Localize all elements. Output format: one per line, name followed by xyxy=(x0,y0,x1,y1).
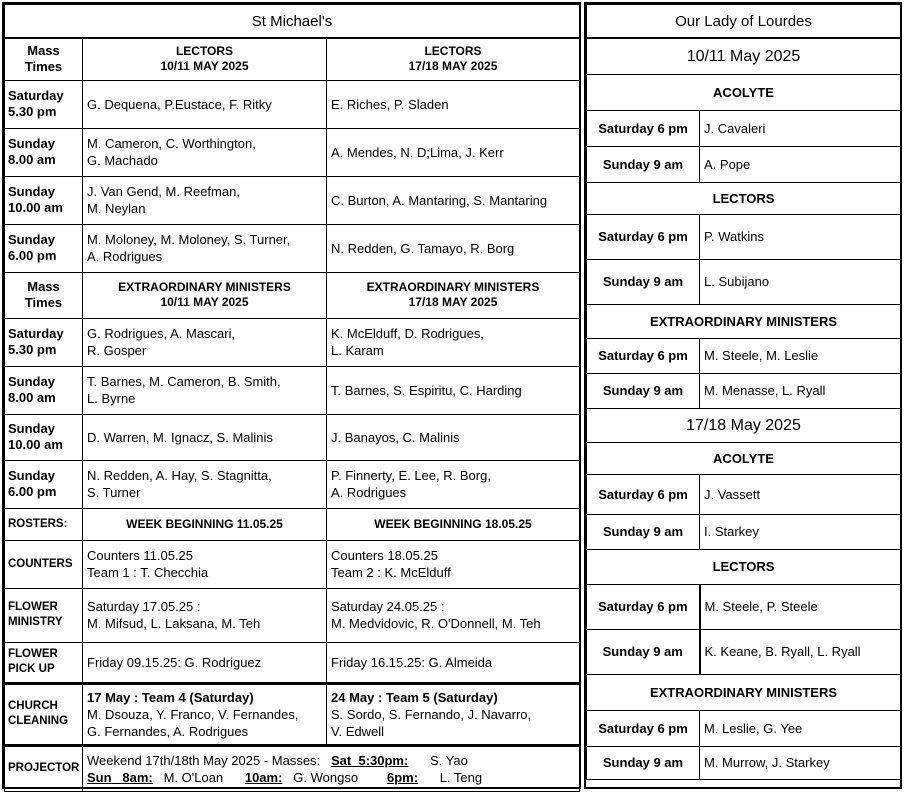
cleaning-team-title: 24 May : Team 5 (Saturday) xyxy=(331,689,498,705)
acolyte-names: J. Vassett xyxy=(700,474,901,514)
mass-time: Sunday 9 am xyxy=(587,146,700,182)
projector-line-1 xyxy=(87,752,575,769)
counters-week1: Counters 11.05.25 Team 1 : T. Checchia xyxy=(83,540,327,588)
flower-pickup-week1: Friday 09.15.25: G. Rodriguez xyxy=(83,642,327,683)
lector-names-week1: M. Cameron, C. Worthington, G. Machado xyxy=(83,128,327,176)
weekend-1-date: 10/11 May 2025 xyxy=(587,38,901,74)
weekend-1-date-row xyxy=(587,38,901,74)
flower-ministry-week2: Saturday 24.05.25 : M. Medvidovic, R. O'Donnell, M. Teh xyxy=(327,588,580,642)
our-lady-table xyxy=(586,4,901,780)
mass-time: Sunday 9 am xyxy=(587,514,700,549)
table-row xyxy=(5,460,580,508)
lector-names-week1: J. Van Gend, M. Reefman, M. Neylan xyxy=(83,176,327,224)
acolyte-heading: ACOLYTE xyxy=(587,442,901,474)
lector-names-week2: N. Redden, G. Tamayo, R. Borg xyxy=(327,224,580,272)
projector-line-2 xyxy=(87,769,575,786)
section-heading-row xyxy=(587,674,901,710)
ministers-week2-header: EXTRAORDINARY MINISTERS 17/18 MAY 2025 xyxy=(327,272,580,318)
mass-time: Sunday 6.00 pm xyxy=(5,224,83,272)
lector-names: P. Watkins xyxy=(700,214,901,259)
table-row xyxy=(587,373,901,408)
lector-names-week2: C. Burton, A. Mantaring, S. Mantaring xyxy=(327,176,580,224)
lectors-header-row xyxy=(5,38,580,80)
table-row xyxy=(5,224,580,272)
table-row xyxy=(5,176,580,224)
mass-time: Sunday 8.00 am xyxy=(5,366,83,414)
lector-names-week2: A. Mendes, N. D;Lima, J. Kerr xyxy=(327,128,580,176)
minister-names: M. Steele, M. Leslie xyxy=(700,338,901,373)
table-row xyxy=(587,110,901,146)
minister-names: M. Leslie, G. Yee xyxy=(700,710,901,746)
flower-ministry-label: FLOWER MINISTRY xyxy=(5,588,83,642)
table-row xyxy=(5,366,580,414)
mass-time: Saturday 5.30 pm xyxy=(5,80,83,128)
rosters-week1: WEEK BEGINNING 11.05.25 xyxy=(83,508,327,540)
st-michaels-table xyxy=(4,4,580,792)
lector-names: M. Steele, P. Steele xyxy=(700,584,901,629)
section-heading-row xyxy=(587,182,901,214)
table-row xyxy=(587,514,901,549)
lectors-heading: LECTORS xyxy=(587,182,901,214)
projector-label: PROJECTOR xyxy=(5,745,83,791)
mass-time: Sunday 9 am xyxy=(587,259,700,304)
section-heading-row xyxy=(587,304,901,338)
mass-time: Saturday 6 pm xyxy=(587,710,700,746)
mass-times-label: Mass Times xyxy=(5,38,83,80)
lectors-heading: LECTORS xyxy=(587,549,901,584)
table-row xyxy=(5,80,580,128)
cleaning-team-title: 17 May : Team 4 (Saturday) xyxy=(87,689,254,705)
section-heading-row xyxy=(587,74,901,110)
mass-time: Sunday 8.00 am xyxy=(5,128,83,176)
acolyte-names: J. Cavaleri xyxy=(700,110,901,146)
mass-time: Saturday 6 pm xyxy=(587,214,700,259)
mass-time: Sunday 9 am xyxy=(587,629,700,674)
table-row xyxy=(587,710,901,746)
table-row xyxy=(587,746,901,779)
cleaning-team-names: M. Dsouza, Y. Franco, V. Fernandes, G. Fernandes, A. Rodrigues xyxy=(87,706,299,739)
table-row xyxy=(587,629,901,674)
projector-sun-10-name: G. Wongso xyxy=(293,769,359,785)
projector-row xyxy=(5,745,580,791)
flower-ministry-week1: Saturday 17.05.25 : M. Mifsud, L. Laksana, M. Teh xyxy=(83,588,327,642)
mass-time: Saturday 6 pm xyxy=(587,584,700,629)
projector-sun-8-name: M. O'Loan xyxy=(163,769,224,785)
our-lady-title: Our Lady of Lourdes xyxy=(587,5,901,39)
projector-sun-label: Sun 8am: xyxy=(87,769,153,785)
ministers-heading: EXTRAORDINARY MINISTERS xyxy=(587,674,901,710)
counters-week2: Counters 18.05.25 Team 2 : K. McElduff xyxy=(327,540,580,588)
minister-names: M. Murrow, J. Starkey xyxy=(700,746,901,779)
flower-pickup-label: FLOWER PICK UP xyxy=(5,642,83,683)
minister-names-week2: J. Banayos, C. Malinis xyxy=(327,414,580,460)
flower-pickup-row xyxy=(5,642,580,683)
projector-sat-name: S. Yao xyxy=(430,752,468,768)
acolyte-heading: ACOLYTE xyxy=(587,74,901,110)
church-cleaning-row xyxy=(5,683,580,745)
our-lady-panel xyxy=(584,2,902,789)
minister-names-week1: G. Rodrigues, A. Mascari, R. Gosper xyxy=(83,318,327,366)
lectors-week2-header: LECTORS 17/18 MAY 2025 xyxy=(327,38,580,80)
ministers-week1-header: EXTRAORDINARY MINISTERS 10/11 MAY 2025 xyxy=(83,272,327,318)
weekend-2-date: 17/18 May 2025 xyxy=(587,408,901,442)
table-row xyxy=(587,338,901,373)
table-row xyxy=(587,474,901,514)
table-row xyxy=(587,259,901,304)
lector-names-week1: G. Dequena, P.Eustace, F. Ritky xyxy=(83,80,327,128)
table-row xyxy=(587,584,901,629)
counters-label: COUNTERS xyxy=(5,540,83,588)
mass-time: Saturday 5.30 pm xyxy=(5,318,83,366)
minister-names-week2: T. Barnes, S. Espiritu, C. Harding xyxy=(327,366,580,414)
table-row xyxy=(587,214,901,259)
weekend-2-date-row xyxy=(587,408,901,442)
acolyte-names: I. Starkey xyxy=(700,514,901,549)
projector-sun-6-label: 6pm: xyxy=(386,769,419,785)
counters-row xyxy=(5,540,580,588)
flower-pickup-week2: Friday 16.15.25: G. Almeida xyxy=(327,642,580,683)
minister-names-week1: N. Redden, A. Hay, S. Stagnitta, S. Turner xyxy=(83,460,327,508)
table-row xyxy=(5,414,580,460)
cleaning-team-names: S. Sordo, S. Fernando, J. Navarro, V. Edwell xyxy=(331,706,532,739)
mass-time: Sunday 10.00 am xyxy=(5,414,83,460)
church-cleaning-week1 xyxy=(83,683,327,745)
mass-time: Sunday 9 am xyxy=(587,746,700,779)
mass-time: Sunday 6.00 pm xyxy=(5,460,83,508)
ministers-heading: EXTRAORDINARY MINISTERS xyxy=(587,304,901,338)
projector-intro: Weekend 17th/18th May 2025 - Masses: xyxy=(87,752,321,768)
minister-names-week1: T. Barnes, M. Cameron, B. Smith, L. Byrne xyxy=(83,366,327,414)
st-michaels-panel xyxy=(2,2,581,789)
mass-time: Saturday 6 pm xyxy=(587,110,700,146)
lector-names-week1: M. Moloney, M. Moloney, S. Turner, A. Rodrigues xyxy=(83,224,327,272)
church-cleaning-week2 xyxy=(327,683,580,745)
rosters-week2: WEEK BEGINNING 18.05.25 xyxy=(327,508,580,540)
ministers-header-row xyxy=(5,272,580,318)
lector-names: K. Keane, B. Ryall, L. Ryall xyxy=(700,629,901,674)
mass-time: Saturday 6 pm xyxy=(587,474,700,514)
church-cleaning-label: CHURCH CLEANING xyxy=(5,683,83,745)
projector-sat-label: Sat 5:30pm: xyxy=(331,752,409,768)
table-row xyxy=(5,318,580,366)
table-row xyxy=(5,128,580,176)
mass-time: Sunday 10.00 am xyxy=(5,176,83,224)
mass-time: Saturday 6 pm xyxy=(587,338,700,373)
mass-time: Sunday 9 am xyxy=(587,373,700,408)
projector-sun-10-label: 10am: xyxy=(244,769,283,785)
table-row xyxy=(587,146,901,182)
st-michaels-title: St Michael's xyxy=(5,5,580,39)
section-heading-row xyxy=(587,442,901,474)
acolyte-names: A. Pope xyxy=(700,146,901,182)
lector-names-week2: E. Riches, P. Sladen xyxy=(327,80,580,128)
minister-names-week2: P. Finnerty, E. Lee, R. Borg, A. Rodrigues xyxy=(327,460,580,508)
mass-times-label: Mass Times xyxy=(5,272,83,318)
minister-names: M. Menasse, L. Ryall xyxy=(700,373,901,408)
st-michaels-title-row xyxy=(5,5,580,39)
projector-details xyxy=(83,745,580,791)
minister-names-week1: D. Warren, M. Ignacz, S. Malinis xyxy=(83,414,327,460)
flower-ministry-row xyxy=(5,588,580,642)
rosters-row xyxy=(5,508,580,540)
our-lady-title-row xyxy=(587,5,901,39)
rosters-label: ROSTERS: xyxy=(5,508,83,540)
minister-names-week2: K. McElduff, D. Rodrigues, L. Karam xyxy=(327,318,580,366)
lectors-week1-header: LECTORS 10/11 MAY 2025 xyxy=(83,38,327,80)
projector-sun-6-name: L. Teng xyxy=(439,769,483,785)
lector-names: L. Subijano xyxy=(700,259,901,304)
section-heading-row xyxy=(587,549,901,584)
